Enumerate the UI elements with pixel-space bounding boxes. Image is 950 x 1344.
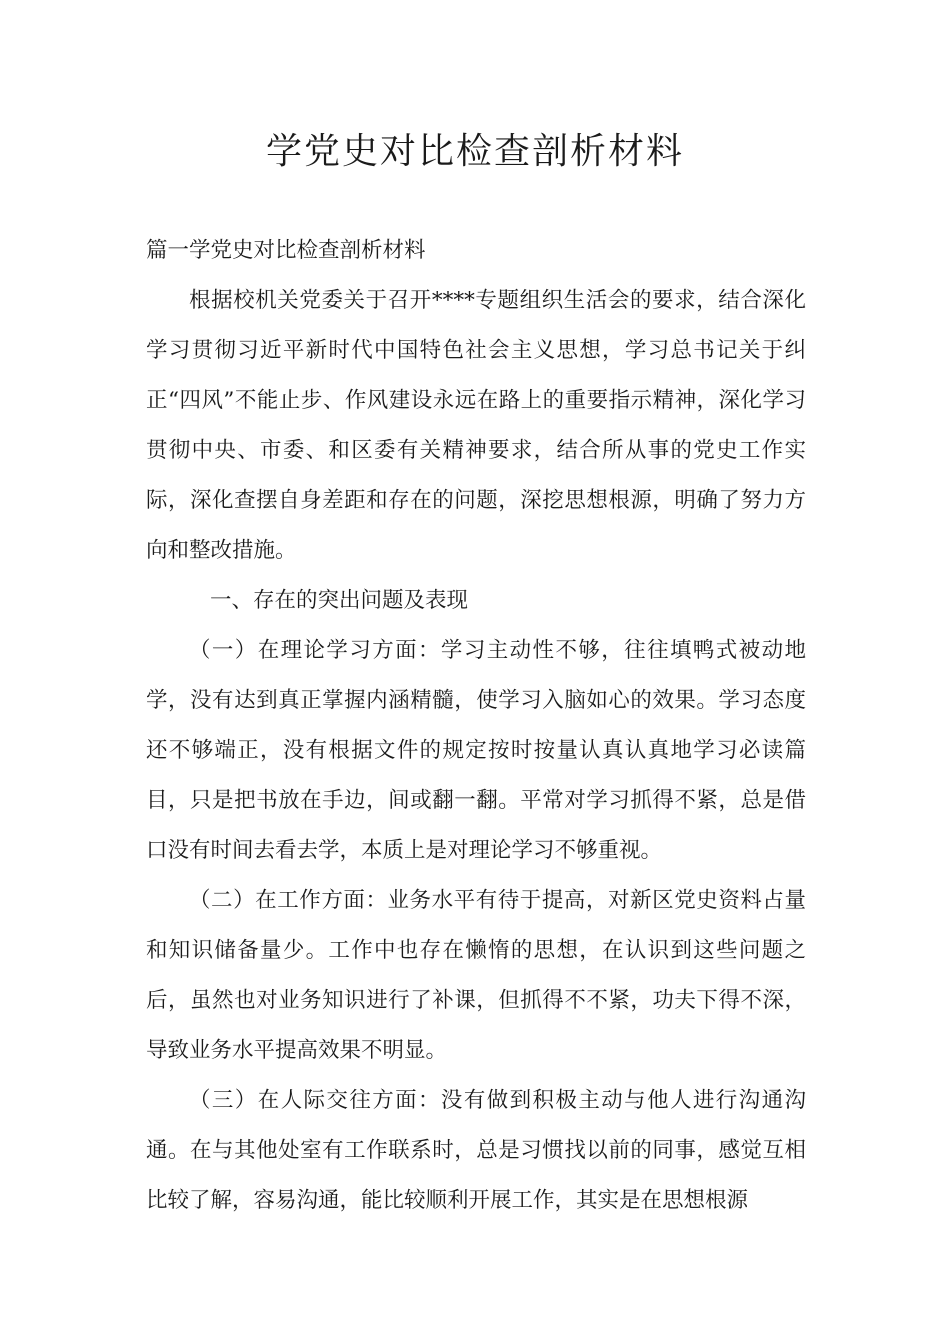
document-title: 学党史对比检查剖析材料: [265, 131, 684, 172]
work-paragraph: （二）在工作方面：业务水平有待于提高，对新区党史资料占量和知识储备量少。工作中也存在懒惰的思想，在认识到这些问题之后，虽然也对业务知识进行了补课，但抓得不不紧，功夫下得不深，导致业务水平提高效果不明显。: [146, 888, 806, 1063]
theory-paragraph: （一）在理论学习方面：学习主动性不够，往往填鸭式被动地学，没有达到真正掌握内涵精髓，使学习入脑如心的效果。学习态度还不够端正，没有根据文件的规定按时按量认真认真地学习必读篇目，只是把书放在手边，间或翻一翻。平常对学习抓得不紧，总是借口没有时间去看去学，本质上是对理论学习不够重视。: [146, 638, 806, 863]
interpersonal-paragraph: （三）在人际交往方面：没有做到积极主动与他人进行沟通沟通。在与其他处室有工作联系时，总是习惯找以前的同事，感觉互相比较了解，容易沟通，能比较顺利开展工作，其实是在思想根源: [146, 1088, 806, 1213]
section-heading: 一、存在的突出问题及表现: [210, 588, 469, 613]
document-subtitle: 篇一学党史对比检查剖析材料: [146, 238, 426, 263]
intro-paragraph: 根据校机关党委关于召开****专题组织生活会的要求，结合深化学习贯彻习近平新时代中国特色社会主义思想，学习总书记关于纠正“四风”不能止步、作风建设永远在路上的重要指示精神，深化学习贯彻中央、市委、和区委有关精神要求，结合所从事的党史工作实际，深化查摆自身差距和存在的问题，深挖思想根源，明确了努力方向和整改措施。: [146, 288, 806, 563]
